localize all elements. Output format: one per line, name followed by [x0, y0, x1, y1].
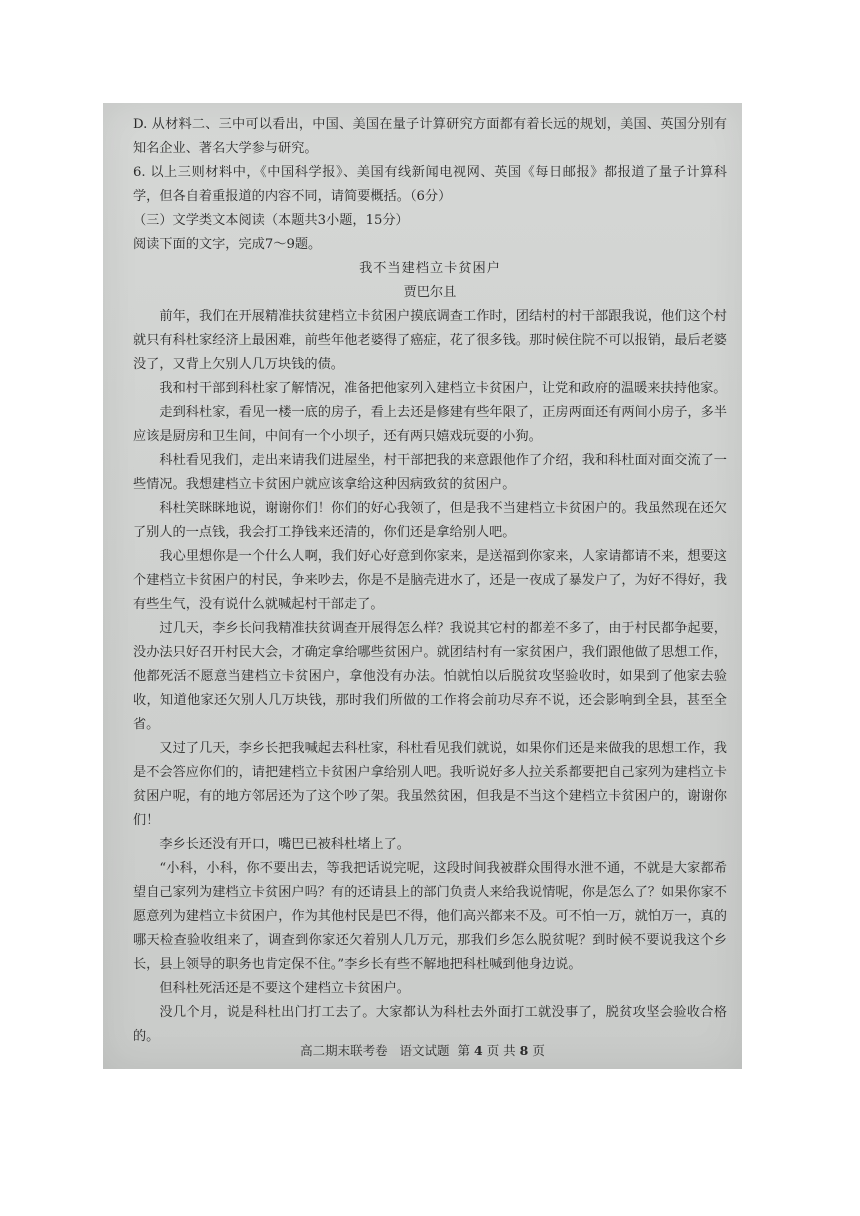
- footer-page-number: 4: [474, 1043, 483, 1058]
- footer-page-suffix: 页: [532, 1043, 545, 1058]
- reading-instruction: 阅读下面的文字，完成7～9题。: [133, 237, 322, 252]
- story-paragraph: 李乡长还没有开口，嘴巴已被科杜堵上了。: [159, 837, 410, 852]
- story-paragraph: 走到科杜家，看见一楼一底的房子，看上去还是修建有些年限了，正房两面还有两间小房子，多半应该是厨房和卫生间，中间有一个小坝子，还有两只嬉戏玩耍的小狗。: [133, 405, 727, 444]
- story-paragraph: 但科杜死活还是不要这个建档立卡贫困户。: [159, 981, 410, 996]
- story-paragraph: 我和村干部到科杜家了解情况，准备把他家列入建档立卡贫困户，让党和政府的温暖来扶持他家。: [159, 381, 727, 396]
- story-paragraph: 又过了几天，李乡长把我喊起去科杜家，科杜看见我们就说，如果你们还是来做我的思想工作，我是不会答应你们的，请把建档立卡贫困户拿给别人吧。我听说好多人拉关系都要把自己家列为建档立卡贫困户呢，有的地方邻居还为了这个吵了架。我虽然贫困，但我是不当这个建档立卡贫困户的，谢谢你们！: [133, 741, 727, 828]
- footer-page-prefix: 第: [457, 1043, 471, 1058]
- option-d-text: D. 从材料二、三中可以看出，中国、美国在量子计算研究方面都有着长远的规划，美国、英国分别有知名企业、著名大学参与研究。: [133, 117, 727, 156]
- exam-paper-photo: [103, 103, 742, 1069]
- story-paragraph: 没几个月，说是科杜出门打工去了。大家都认为科杜去外面打工就没事了，脱贫攻坚会验收合格的。: [133, 1005, 727, 1044]
- footer-page-mid: 页 共: [486, 1043, 516, 1058]
- story-title: 我不当建档立卡贫困户: [359, 261, 501, 276]
- page-content: [133, 113, 727, 1049]
- story-paragraph: 我心里想你是一个什么人啊，我们好心好意到你家来，是送福到你家来，人家请都请不来，想要这个建档立卡贫困户的村民，争来吵去，你是不是脑壳进水了，还是一夜成了暴发户了，为好不得好，我有些生气，没有说什么就喊起村干部走了。: [133, 549, 727, 612]
- footer-page-total: 8: [519, 1043, 529, 1058]
- story-paragraph: 过几天，李乡长问我精准扶贫调查开展得怎么样？我说其它村的都差不多了，由于村民都争起要，没办法只好召开村民大会，才确定拿给哪些贫困户。就团结村有一家贫困户，我们跟他做了思想工作，他都死活不愿意当建档立卡贫困户，拿他没有办法。怕就怕以后脱贫攻坚验收时，如果到了他家去验收，知道他家还欠别人几万块钱，那时我们所做的工作将会前功尽弃不说，还会影响到全县，甚至全省。: [133, 621, 727, 732]
- story-paragraph: 科杜看见我们，走出来请我们进屋坐，村干部把我的来意跟他作了介绍，我和科杜面对面交流了一些情况。我想建档立卡贫困户就应该拿给这种因病致贫的贫困户。: [133, 453, 727, 492]
- story-paragraph: 前年，我们在开展精准扶贫建档立卡贫困户摸底调查工作时，团结村的村干部跟我说，他们这个村就只有科杜家经济上最困难，前些年他老婆得了癌症，花了很多钱。那时候住院不可以报销，最后老婆没了，又背上欠别人几万块钱的债。: [133, 309, 727, 372]
- story-paragraph: 科杜笑眯眯地说，谢谢你们！你们的好心我领了，但是我不当建档立卡贫困户的。我虽然现在还欠了别人的一点钱，我会打工挣钱来还清的，你们还是拿给别人吧。: [133, 501, 727, 540]
- story-author: 贾巴尔且: [403, 285, 457, 300]
- story-paragraph: “小科，小科，你不要出去，等我把话说完呢，这段时间我被群众围得水泄不通，不就是大家都希望自己家列为建档立卡贫困户吗？有的还请县上的部门负责人来给我说情呢，你是怎么了？如果你家不愿意列为建档立卡贫困户，作为其他村民是巴不得，他们高兴都来不及。可不怕一万，就怕万一，真的哪天检查验收组来了，调查到你家还欠着别人几万元，那我们乡怎么脱贫呢？到时候不要说我这个乡长，县上领导的职务也肯定保不住。”李乡长有些不解地把科杜喊到他身边说。: [133, 861, 727, 972]
- footer-subject: 语文试题: [399, 1043, 450, 1058]
- footer-exam: 高二期末联考卷: [300, 1043, 388, 1058]
- section-heading: （三）文学类文本阅读（本题共3小题，15分）: [133, 213, 409, 228]
- page-footer: [103, 1041, 742, 1059]
- question-6-text: 6. 以上三则材料中，《中国科学报》、美国有线新闻电视网、英国《每日邮报》都报道了量子计算科学，但各自着重报道的内容不同，请简要概括。（6分）: [133, 165, 727, 204]
